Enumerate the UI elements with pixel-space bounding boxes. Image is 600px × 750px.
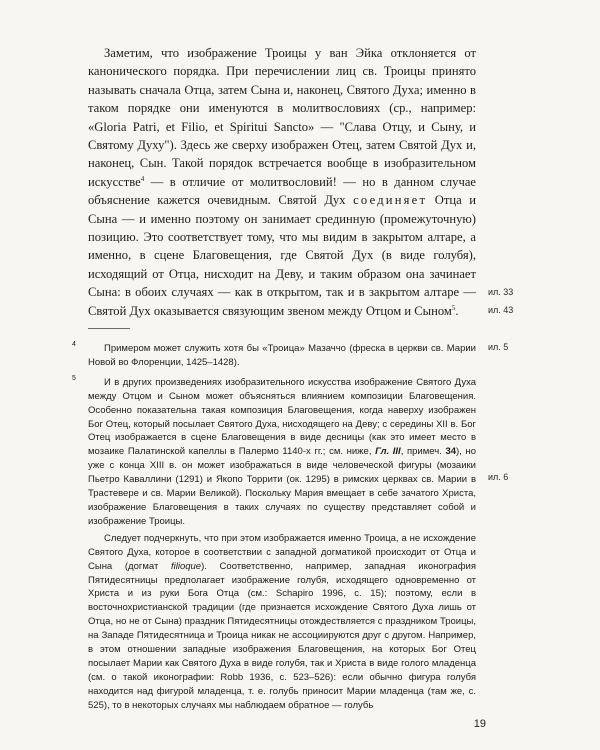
footnote-paragraph: Следует подчеркнуть, что при этом изображается именно Троица, а не исхождение Святого Духа, которое в соответствии с западной догматикой происходит от Отца и Сына (догмат filioque). Соответственно, например, западная иконография Пятидесятницы предполагает изображение голубя, исходящего одновременно от Христа и из руки Бога Отца (см.: Schapiro 1996, с. 15); поэтому, если в восточнохристианской традиции (где признается исхождение Святого Духа лишь от Отца, но не от Сына) праздник Пятидесятницы отождествляется с праздником Троицы, на Западе Пятидесятница и Троица никак не ассоциируются друг с другом. Например, в этом отношении западные изображения Благовещения, на которых Бог Отец посылает Марии как Святого Духа в виде голубя, так и Христа в виде голого младенца (см. о такой иконографии: Robb 1936, с. 523–526): если обычно фигура голубя находится над фигурой младенца, т. е. голубь приносит Марии младенца (там же, с. 525), то в некоторых случаях мы наблюдаем обратное — голубь [88, 532, 476, 711]
footnote-text: Примером может служить хотя бы «Троица» Мазаччо (фреска в церкви св. Марии Новой во Флоренции, 1425–1428). [88, 343, 476, 368]
footnote-ref-5[interactable]: 5 [451, 303, 456, 312]
body-paragraph: Заметим, что изображение Троицы у ван Эйка отклоняется от канонического порядка. При перечислении лиц св. Троицы принято называть сначала Отца, затем Сына и, наконец, Святого Духа; именно в таком порядке они именуются в молитвословиях (ср., например: «Gloria Patri, et Filio, et Spiritui Sancto» — "Слава Отцу, и Сыну, и Святому Духу"). Здесь же сверху изображен Отец, затем Святой Дух и, наконец, Сын. Такой порядок встречается вообще в изобразительном искусстве$^4$ — в отличие от молитвословий! — но в данном случае объяснение кажется очевидным. Святой Дух соединяет Отца и Сына — и именно поэтому он занимает срединную (промежуточную) позицию. Это соответствует тому, что мы видим в закрытом алтаре, а именно, в сцене Благовещения, где Святой Дух (в виде голубя), исходящий от Отца, нисходит на Деву, и таким образом она зачинает Сына: в обоих случаях — как в открытом, так и в закрытом алтаре — Святой Дух оказывается связующим звеном между Отцом и Сыном$^5$. [88, 46, 477, 318]
footnote-ref-4[interactable]: 4 [140, 174, 145, 183]
footnote-4 [72, 341, 476, 370]
footnote-5 [72, 374, 476, 713]
main-text [88, 44, 476, 320]
footnote-divider [88, 328, 130, 329]
footnote-number: 4 [72, 341, 76, 348]
chapter-reference: Гл. III [375, 446, 401, 458]
note-reference: 34 [445, 446, 457, 458]
footnotes [72, 341, 476, 719]
margin-ref-il6: ил. 6 [488, 472, 509, 482]
margin-ref-il33: ил. 33 [488, 287, 514, 297]
margin-ref-il5: ил. 5 [488, 342, 509, 352]
emphasized-word: соединяет [353, 193, 428, 208]
footnote-paragraph: И в других произведениях изобразительного искусства изображение Святого Духа между Отцом и Сыном может объясняться влиянием композиции Благовещения. Особенно показательна такая композиция Благовещения, когда наверху изображен Бог Отец, который посылает Святого Духа, нисходящего на Деву; с середины XII в. Бог Отец изображается в сцене Благовещения в виде десницы (как это имеет место в мозаике Палатинской капеллы в Палермо 1140-х гг.; см. ниже, Гл. III, примеч. 34), но уже с конца XIII в. он может изображаться в виде человеческой фигуры (мозаики Пьетро Каваллини (1291) и Якопо Торрити (ок. 1295) в римских церквах св. Марии в Трастевере и св. Марии Великой). Поскольку Мария вмещает в себе зачатого Христа, изображение Благовещения в таких случаях по существу представляет собой и изображение Троицы. [88, 376, 476, 527]
margin-ref-il43: ил. 43 [488, 305, 514, 315]
latin-term: filioque [170, 560, 202, 572]
footnote-number: 5 [72, 374, 76, 382]
page-number: 19 [473, 718, 486, 730]
